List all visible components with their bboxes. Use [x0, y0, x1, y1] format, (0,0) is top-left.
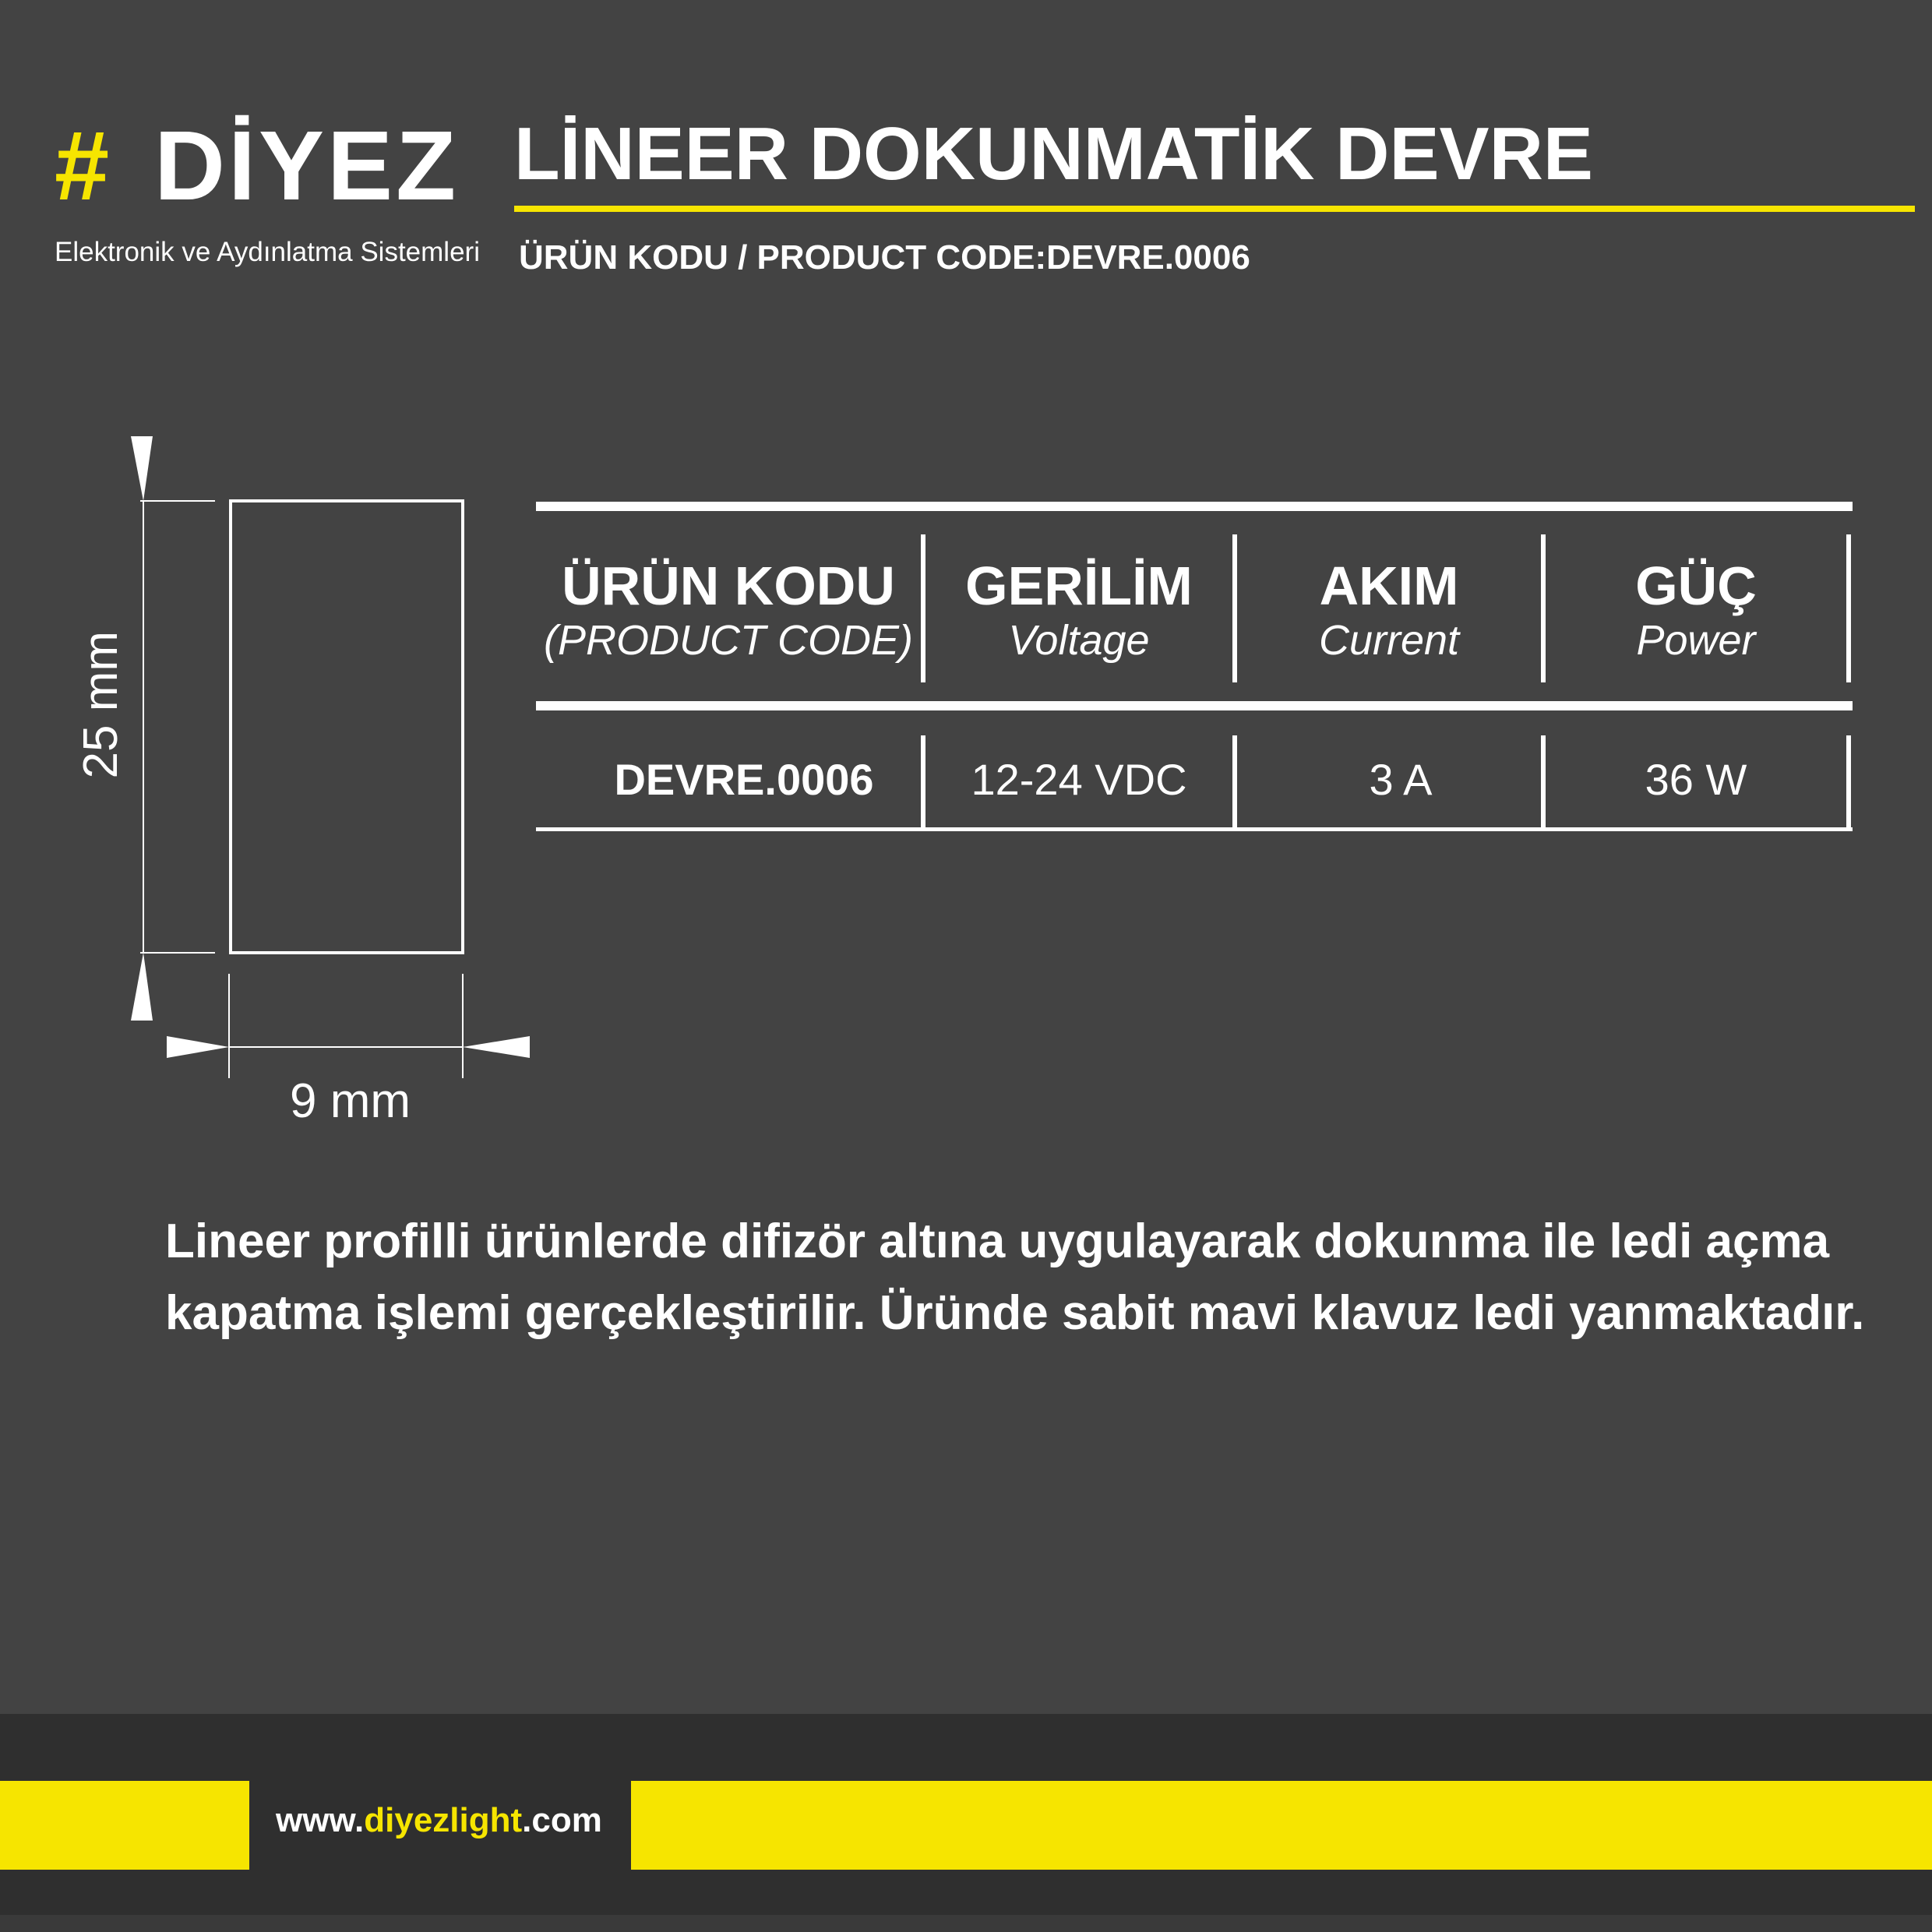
footer-bottom-strip [0, 1915, 1932, 1932]
logo-tagline: Elektronik ve Aydınlatma Sistemleri [55, 237, 480, 267]
col-header-current [1237, 555, 1541, 665]
table-bottom-rule [536, 827, 1853, 831]
title-underline [514, 206, 1915, 212]
page-title: LİNEER DOKUNMATİK DEVRE [514, 112, 1593, 196]
spec-table [536, 502, 1853, 829]
col-subtitle: (PRODUCT CODE) [544, 616, 913, 664]
footer-accent-left [0, 1781, 249, 1870]
table-top-rule [536, 502, 1853, 511]
logo-wordmark: DİYEZ [154, 111, 460, 220]
col-header-product-code [536, 555, 921, 665]
header-divider-4 [1846, 534, 1851, 682]
col-title: ÜRÜN KODU [562, 555, 895, 616]
width-arrow-left [167, 1036, 229, 1058]
table-cell-product-code: DEVRE.0006 [614, 755, 874, 804]
url-prefix: www. [276, 1801, 365, 1839]
table-header-rule [536, 701, 1853, 710]
width-arrow-right [463, 1036, 530, 1058]
product-description: Lineer profilli ürünlerde difizör altına uygulayarak dokunma ile ledi açma kapatma işlemi gerçekleştirilir. Üründe sabit mavi klavuz ledi yanmaktadır. [165, 1215, 1865, 1340]
table-cell-power: 36 W [1645, 755, 1747, 804]
col-subtitle: Current [1318, 616, 1460, 664]
col-header-power [1546, 555, 1846, 665]
product-code-line: ÜRÜN KODU / PRODUCT CODE:DEVRE.0006 [519, 238, 1250, 277]
col-title: GERİLİM [965, 555, 1193, 616]
website-link[interactable] [276, 1801, 602, 1840]
table-cell-current: 3 A [1369, 755, 1433, 804]
height-arrow-bottom [131, 953, 153, 1021]
col-subtitle: Power [1636, 616, 1756, 664]
col-title: AKIM [1319, 555, 1459, 616]
logo-hash: # [55, 111, 110, 220]
col-subtitle: Voltage [1008, 616, 1150, 664]
row-divider-4 [1846, 735, 1851, 827]
footer-accent-right [631, 1781, 1932, 1870]
height-arrow-top [131, 436, 153, 501]
height-label: 25 mm [74, 631, 128, 779]
url-suffix: .com [522, 1801, 602, 1839]
url-domain: diyezlight [364, 1801, 523, 1839]
product-outline [231, 501, 463, 953]
col-header-voltage [925, 555, 1232, 665]
table-cell-voltage: 12-24 VDC [971, 755, 1187, 804]
col-title: GÜÇ [1635, 555, 1757, 616]
width-label: 9 mm [290, 1074, 411, 1128]
